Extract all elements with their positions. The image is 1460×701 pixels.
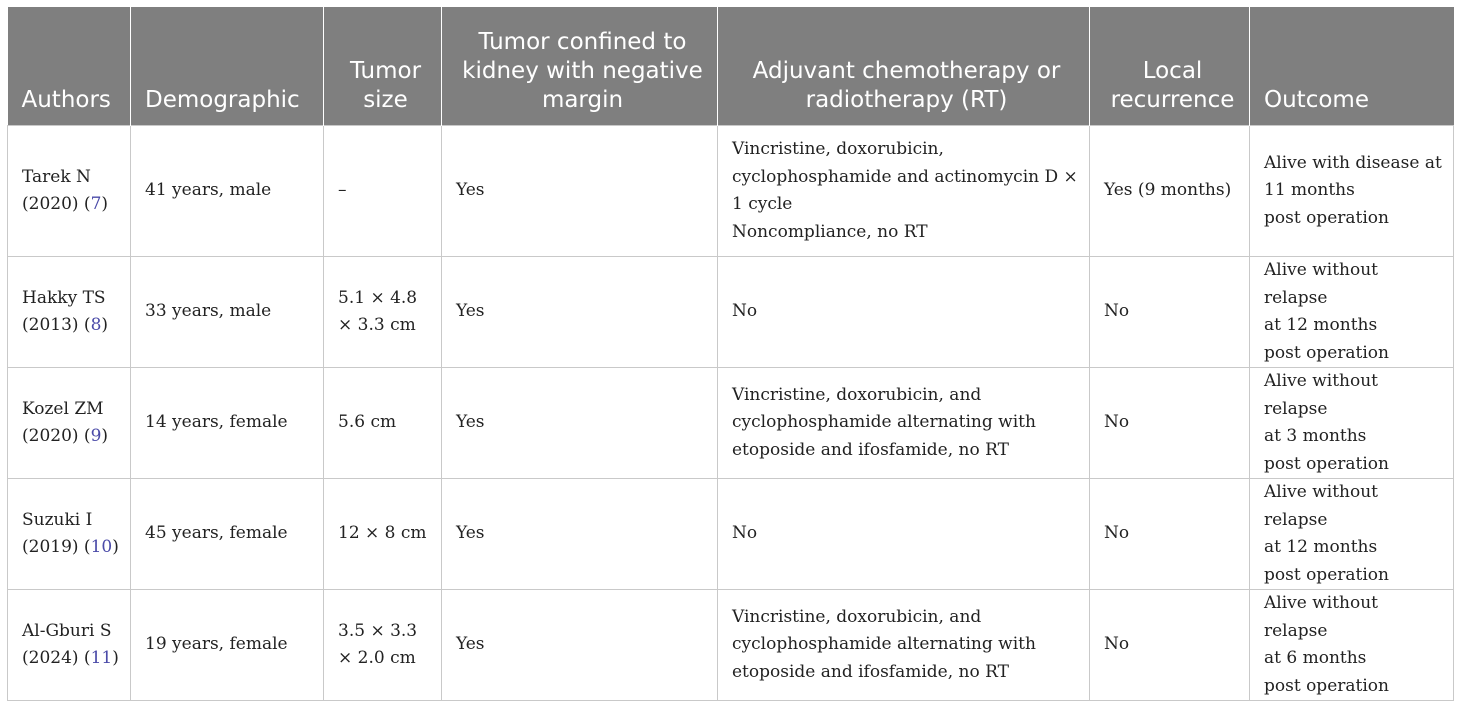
cell-recurrence: No xyxy=(1090,257,1250,368)
cell-confined: Yes xyxy=(442,126,718,257)
cell-size: 5.6 cm xyxy=(324,368,442,479)
reference-link[interactable]: 7 xyxy=(90,194,102,214)
author-year: (2024) xyxy=(22,648,79,668)
header-local-recurrence: Local recurrence xyxy=(1090,7,1250,126)
cell-recurrence: Yes (9 months) xyxy=(1090,126,1250,257)
cell-demographic: 19 years, female xyxy=(131,590,324,701)
cell-recurrence: No xyxy=(1090,479,1250,590)
table-row xyxy=(8,479,1454,590)
cell-confined: Yes xyxy=(442,590,718,701)
author-year: (2020) xyxy=(22,426,79,446)
author-name: Suzuki I xyxy=(22,509,93,530)
reference-link[interactable]: 11 xyxy=(90,648,113,668)
cell-size: 5.1 × 4.8 × 3.3 cm xyxy=(324,257,442,368)
cell-author: Tarek N (2020) (7) xyxy=(8,126,131,257)
author-name: Tarek N xyxy=(22,166,91,187)
table-row xyxy=(8,590,1454,701)
cell-adjuvant: Vincristine, doxorubicin, and cyclophosphamide alternating with etoposide and ifosfamide, no RT xyxy=(718,368,1090,479)
cell-author: Al-Gburi S (2024) (11) xyxy=(8,590,131,701)
author-year: (2019) xyxy=(22,537,79,557)
reference-link[interactable]: 8 xyxy=(90,315,102,335)
header-outcome: Outcome xyxy=(1250,7,1454,126)
header-tumor-size: Tumor size xyxy=(324,7,442,126)
table-body xyxy=(8,126,1454,701)
header-demographic: Demographic xyxy=(131,7,324,126)
cell-outcome: Alive without relapse at 6 months post operation xyxy=(1250,590,1454,701)
table-row xyxy=(8,126,1454,257)
cell-size: 3.5 × 3.3 × 2.0 cm xyxy=(324,590,442,701)
cell-outcome: Alive with disease at 11 months post operation xyxy=(1250,126,1454,257)
cell-outcome: Alive without relapse at 12 months post operation xyxy=(1250,479,1454,590)
table-row xyxy=(8,257,1454,368)
header-tumor-confined: Tumor confined to kidney with negative margin xyxy=(442,7,718,126)
cell-adjuvant: Vincristine, doxorubicin, cyclophosphamide and actinomycin D × 1 cycle Noncompliance, no RT xyxy=(718,126,1090,257)
case-summary-table xyxy=(7,7,1454,701)
cell-recurrence: No xyxy=(1090,590,1250,701)
table-row xyxy=(8,368,1454,479)
cell-author: Suzuki I (2019) (10) xyxy=(8,479,131,590)
table-header xyxy=(8,7,1454,126)
cell-author: Hakky TS (2013) (8) xyxy=(8,257,131,368)
cell-demographic: 33 years, male xyxy=(131,257,324,368)
cell-demographic: 14 years, female xyxy=(131,368,324,479)
cell-adjuvant: Vincristine, doxorubicin, and cyclophosphamide alternating with etoposide and ifosfamide, no RT xyxy=(718,590,1090,701)
cell-confined: Yes xyxy=(442,368,718,479)
cell-size: 12 × 8 cm xyxy=(324,479,442,590)
cell-adjuvant: No xyxy=(718,257,1090,368)
author-year: (2013) xyxy=(22,315,79,335)
cell-demographic: 41 years, male xyxy=(131,126,324,257)
cell-author: Kozel ZM (2020) (9) xyxy=(8,368,131,479)
cell-outcome: Alive without relapse at 12 months post operation xyxy=(1250,257,1454,368)
reference-link[interactable]: 10 xyxy=(90,537,113,557)
author-name: Al-Gburi S xyxy=(22,620,112,641)
cell-confined: Yes xyxy=(442,479,718,590)
author-name: Hakky TS xyxy=(22,287,106,308)
author-name: Kozel ZM xyxy=(22,398,104,419)
cell-demographic: 45 years, female xyxy=(131,479,324,590)
header-adjuvant: Adjuvant chemotherapy or radiotherapy (RT) xyxy=(718,7,1090,126)
reference-link[interactable]: 9 xyxy=(90,426,102,446)
header-authors: Authors xyxy=(8,7,131,126)
cell-adjuvant: No xyxy=(718,479,1090,590)
author-year: (2020) xyxy=(22,194,79,214)
cell-outcome: Alive without relapse at 3 months post operation xyxy=(1250,368,1454,479)
cell-confined: Yes xyxy=(442,257,718,368)
cell-recurrence: No xyxy=(1090,368,1250,479)
cell-size: – xyxy=(324,126,442,257)
header-row xyxy=(8,7,1454,126)
